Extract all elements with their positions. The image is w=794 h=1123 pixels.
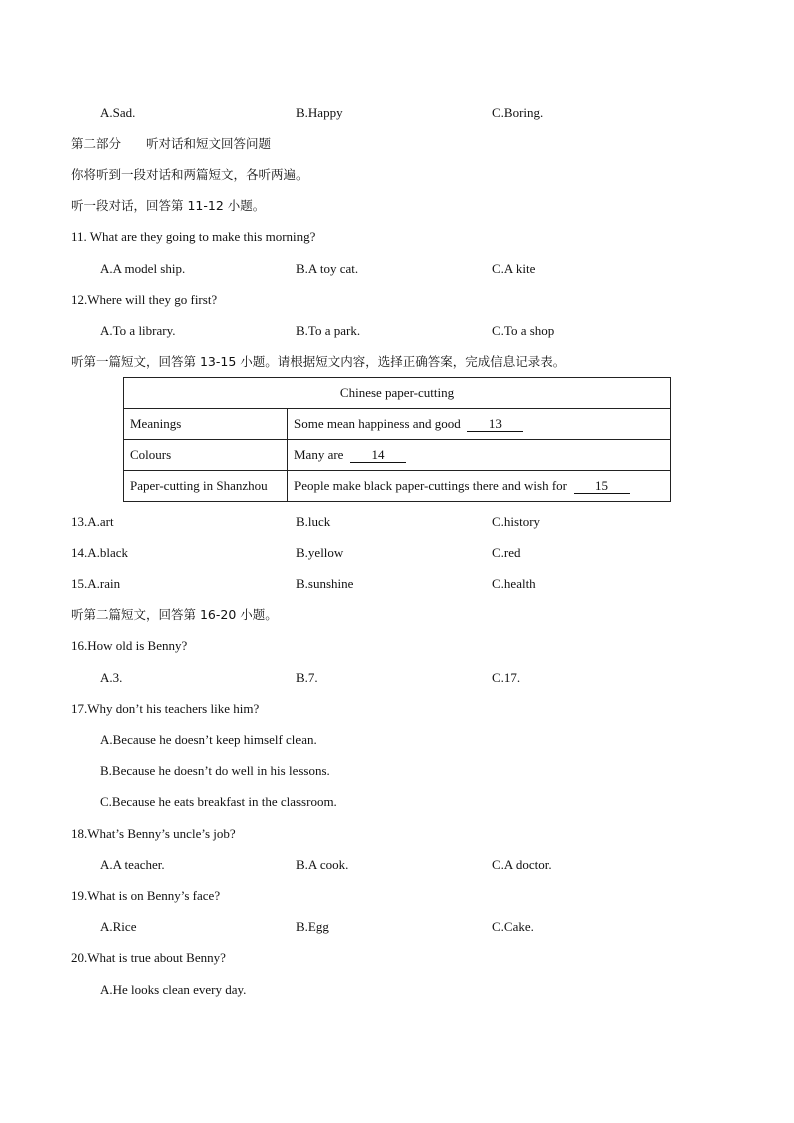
- q14-option-a: 14.A.black: [71, 545, 129, 560]
- q15-option-a: 15.A.rain: [71, 576, 121, 591]
- q16-option-a: A.3.: [100, 670, 123, 685]
- q12-option-b: B.To a park.: [296, 323, 361, 338]
- table-row: [124, 440, 671, 471]
- table-key-shanzhou: Paper-cutting in Shanzhou: [124, 471, 288, 502]
- part2-heading: 第二部分 听对话和短文回答问题: [71, 136, 272, 151]
- q18-option-b: B.A cook.: [296, 857, 349, 872]
- q11-option-b: B.A toy cat.: [296, 261, 359, 276]
- q12-option-c: C.To a shop: [492, 323, 555, 338]
- table-row: [124, 471, 671, 502]
- q17-stem: 17.Why don’t his teachers like him?: [71, 701, 260, 716]
- q19-option-a: A.Rice: [100, 919, 137, 934]
- table-row: [124, 409, 671, 440]
- q14-option-b: B.yellow: [296, 545, 344, 560]
- table-title: Chinese paper-cutting: [124, 378, 671, 409]
- q20-stem: 20.What is true about Benny?: [71, 950, 226, 965]
- q13-option-a: 13.A.art: [71, 514, 114, 529]
- q10-option-b: B.Happy: [296, 105, 343, 120]
- q12-option-a: A.To a library.: [100, 323, 176, 338]
- q16-option-c: C.17.: [492, 670, 521, 685]
- q19-stem: 19.What is on Benny’s face?: [71, 888, 221, 903]
- q19-option-c: C.Cake.: [492, 919, 534, 934]
- answer-blank-15: 15: [574, 479, 630, 494]
- q17-option-a: A.Because he doesn’t keep himself clean.: [100, 732, 317, 747]
- table-text: Some mean happiness and good: [294, 416, 461, 431]
- passage2-instruction: 听第二篇短文，回答第 16-20 小题。: [71, 607, 278, 622]
- q17-option-b: B.Because he doesn’t do well in his lessons.: [100, 763, 330, 778]
- dialogue-instruction: 听一段对话，回答第 11-12 小题。: [71, 198, 266, 213]
- table-text: People make black paper-cuttings there and wish for: [294, 478, 568, 493]
- q10-option-c: C.Boring.: [492, 105, 544, 120]
- table-value-colours: [288, 440, 671, 471]
- q20-option-a: A.He looks clean every day.: [100, 982, 247, 997]
- q15-option-c: C.health: [492, 576, 536, 591]
- q18-option-c: C.A doctor.: [492, 857, 552, 872]
- q15-option-b: B.sunshine: [296, 576, 354, 591]
- q11-option-c: C.A kite: [492, 261, 536, 276]
- q13-option-c: C.history: [492, 514, 541, 529]
- q14-option-c: C.red: [492, 545, 521, 560]
- answer-blank-13: 13: [467, 417, 523, 432]
- q18-option-a: A.A teacher.: [100, 857, 165, 872]
- table-key-meanings: Meanings: [124, 409, 288, 440]
- q13-option-b: B.luck: [296, 514, 331, 529]
- q17-option-c: C.Because he eats breakfast in the classroom.: [100, 794, 337, 809]
- passage1-instruction: 听第一篇短文，回答第 13-15 小题。请根据短文内容，选择正确答案，完成信息记录表。: [71, 354, 566, 369]
- table-key-colours: Colours: [124, 440, 288, 471]
- table-value-meanings: [288, 409, 671, 440]
- q19-option-b: B.Egg: [296, 919, 329, 934]
- q11-stem: 11. What are they going to make this morning?: [71, 229, 316, 244]
- q16-stem: 16.How old is Benny?: [71, 638, 188, 653]
- q16-option-b: B.7.: [296, 670, 318, 685]
- table-text: Many are: [294, 447, 344, 462]
- answer-blank-14: 14: [350, 448, 406, 463]
- q11-option-a: A.A model ship.: [100, 261, 186, 276]
- table-value-shanzhou: [288, 471, 671, 502]
- q18-stem: 18.What’s Benny’s uncle’s job?: [71, 826, 236, 841]
- info-record-table: [123, 377, 671, 502]
- q10-option-a: A.Sad.: [100, 105, 136, 120]
- part2-instruction: 你将听到一段对话和两篇短文，各听两遍。: [71, 167, 309, 182]
- q12-stem: 12.Where will they go first?: [71, 292, 218, 307]
